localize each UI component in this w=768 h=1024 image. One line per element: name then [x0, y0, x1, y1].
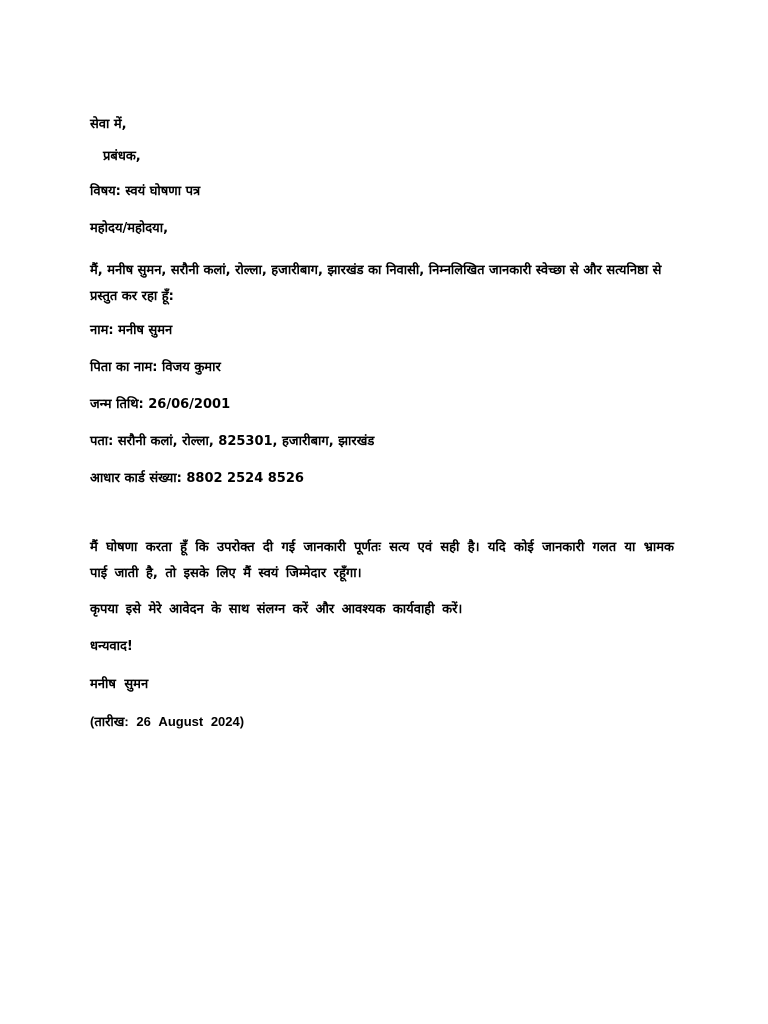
detail-dob: जन्म तिथि: 26/06/2001 — [90, 397, 231, 412]
detail-address: पता: सरौनी कलां, रोल्ला, 825301, हजारीबाग, झारखंड — [90, 434, 375, 449]
declaration-paragraph: मैं घोषणा करता हूँ कि उपरोक्त दी गई जानकारी पूर्णतः सत्य एवं सही है। यदि कोई जानकारी गलत या भ्रामक पाई जाती है, तो इसके लिए मैं स्वयं जिम्मेदार रहूँगा। — [90, 540, 674, 581]
salutation-to: सेवा में, — [90, 117, 127, 132]
signature-name: मनीष सुमन — [90, 677, 149, 692]
intro-paragraph: मैं, मनीष सुमन, सरौनी कलां, रोल्ला, हजारीबाग, झारखंड का निवासी, निम्नलिखित जानकारी स्वेच्छा से और सत्यनिष्ठा से प्रस्तुत कर रहा हूँ: — [90, 263, 662, 304]
request-paragraph: कृपया इसे मेरे आवेदन के साथ संलग्न करें और आवश्यक कार्यवाही करें। — [90, 602, 463, 617]
detail-father-name: पिता का नाम: विजय कुमार — [90, 360, 221, 375]
thanks-line: धन्यवाद! — [90, 639, 133, 654]
detail-name: नाम: मनीष सुमन — [90, 323, 173, 338]
detail-aadhaar: आधार कार्ड संख्या: 8802 2524 8526 — [90, 471, 304, 486]
signature-date: (तारीख: 26 August 2024) — [90, 714, 245, 729]
recipient: प्रबंधक, — [103, 149, 141, 164]
subject-line: विषय: स्वयं घोषणा पत्र — [90, 184, 201, 199]
greeting: महोदय/महोदया, — [90, 221, 169, 236]
